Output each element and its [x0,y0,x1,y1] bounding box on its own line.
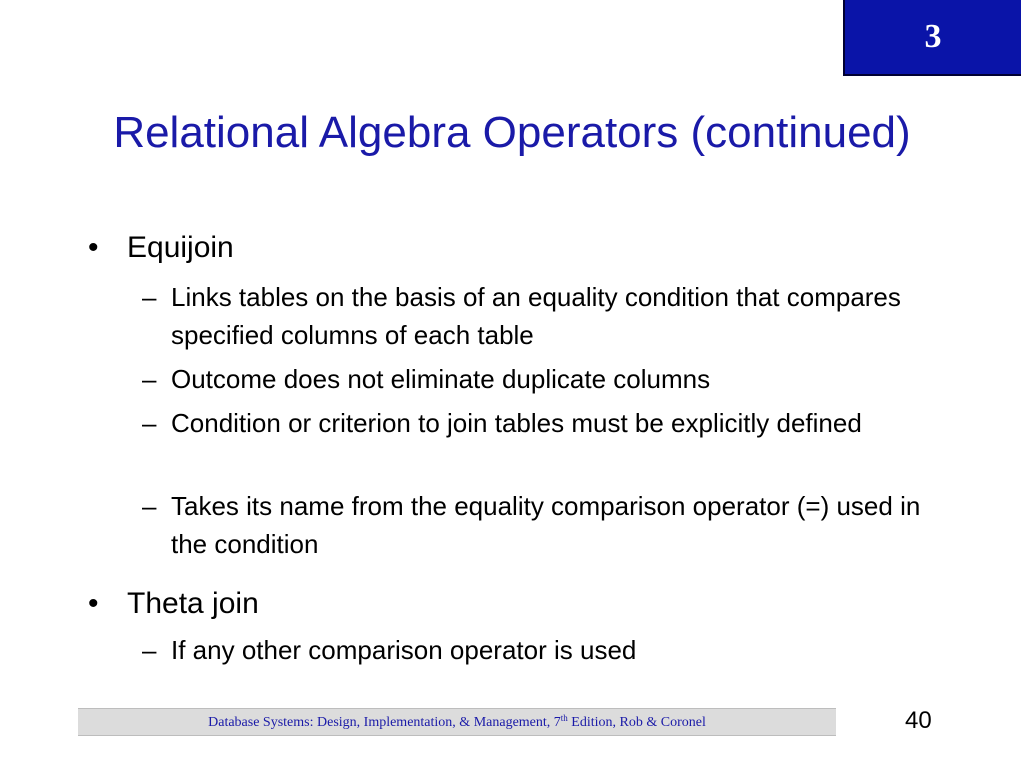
sub-item-marker: – [142,635,157,665]
chapter-number: 3 [924,18,942,55]
bullet-label: Theta join [127,587,259,620]
sub-item-marker: – [142,364,157,394]
sub-item-marker: – [142,491,157,521]
sub-item-text: Outcome does not eliminate duplicate columns [171,364,711,394]
slide-title: Relational Algebra Operators (continued) [113,108,911,157]
sub-item-text: Condition or criterion to join tables must be explicitly defined [171,408,862,438]
footer-citation-prefix: Database Systems: Design, Implementation, & Management, 7 [208,715,561,730]
bullet-label: Equijoin [127,231,234,264]
sub-item-marker: – [142,282,157,312]
bullet-marker: • [88,587,99,620]
footer-citation-superscript: th [560,713,568,723]
sub-item-text: Takes its name from the equality comparison operator (=) used in the condition [171,491,921,559]
sub-item-marker: – [142,408,157,438]
sub-item-text: Links tables on the basis of an equality condition that compares specified columns of each table [171,282,901,350]
footer-citation [208,713,706,731]
footer-bar [78,708,836,736]
bullet-marker: • [88,231,99,264]
footer-citation-suffix: Edition, Rob & Coronel [567,715,706,730]
sub-item-text: If any other comparison operator is used [171,635,637,665]
page-number: 40 [905,707,932,734]
